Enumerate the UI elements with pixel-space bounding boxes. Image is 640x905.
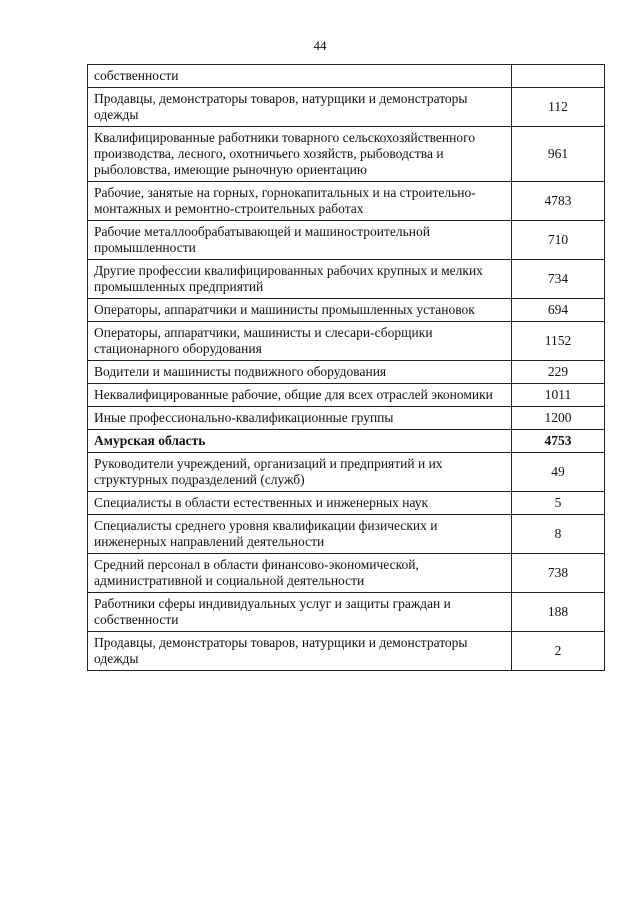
table-row (88, 632, 605, 671)
table-row (88, 260, 605, 299)
occupation-name-cell: Иные профессионально-квалификационные группы (88, 407, 512, 430)
occupation-name-cell: Операторы, аппаратчики и машинисты промышленных установок (88, 299, 512, 322)
count-cell: 8 (512, 515, 605, 554)
occupation-name-cell: Средний персонал в области финансово-экономической, административной и социальной деятельности (88, 554, 512, 593)
occupation-name-cell: Руководители учреждений, организаций и предприятий и их структурных подразделений (служб) (88, 453, 512, 492)
page-number: 44 (313, 38, 327, 53)
table-row (88, 65, 605, 88)
count-cell: 738 (512, 554, 605, 593)
count-cell: 112 (512, 88, 605, 127)
occupation-name-cell: Водители и машинисты подвижного оборудования (88, 361, 512, 384)
count-cell: 49 (512, 453, 605, 492)
region-name-cell: Амурская область (88, 430, 512, 453)
table-row (88, 407, 605, 430)
occupation-name-cell: Продавцы, демонстраторы товаров, натурщики и демонстраторы одежды (88, 88, 512, 127)
occupation-name-cell: Специалисты среднего уровня квалификации физических и инженерных направлений деятельности (88, 515, 512, 554)
occupation-name-cell: Другие профессии квалифицированных рабочих крупных и мелких промышленных предприятий (88, 260, 512, 299)
count-cell: 5 (512, 492, 605, 515)
occupation-name-cell: Рабочие, занятые на горных, горнокапитальных и на строительно-монтажных и ремонтно-строительных работах (88, 182, 512, 221)
table-row (88, 182, 605, 221)
occupation-name-cell: Продавцы, демонстраторы товаров, натурщики и демонстраторы одежды (88, 632, 512, 671)
table-row (88, 593, 605, 632)
occupation-name-cell: Специалисты в области естественных и инженерных наук (88, 492, 512, 515)
table-row (88, 299, 605, 322)
table-row (88, 384, 605, 407)
occupation-name-cell: Неквалифицированные рабочие, общие для всех отраслей экономики (88, 384, 512, 407)
region-row (88, 430, 605, 453)
table-row (88, 361, 605, 384)
table-row (88, 221, 605, 260)
table-body (88, 65, 605, 671)
occupation-name-cell: Рабочие металлообрабатывающей и машиностроительной промышленности (88, 221, 512, 260)
count-cell: 2 (512, 632, 605, 671)
occupation-name-cell: собственности (88, 65, 512, 88)
region-total-cell: 4753 (512, 430, 605, 453)
count-cell: 4783 (512, 182, 605, 221)
occupation-name-cell: Работники сферы индивидуальных услуг и защиты граждан и собственности (88, 593, 512, 632)
table-row (88, 515, 605, 554)
count-cell: 1152 (512, 322, 605, 361)
count-cell (512, 65, 605, 88)
table-row (88, 453, 605, 492)
occupation-table (87, 64, 605, 671)
count-cell: 1011 (512, 384, 605, 407)
table-row (88, 322, 605, 361)
occupation-name-cell: Операторы, аппаратчики, машинисты и слесари-сборщики стационарного оборудования (88, 322, 512, 361)
table-row (88, 88, 605, 127)
table-row (88, 127, 605, 182)
occupation-name-cell: Квалифицированные работники товарного сельскохозяйственного производства, лесного, охотничьего хозяйств, рыбоводства и рыболовства, имеющие рыночную ориентацию (88, 127, 512, 182)
count-cell: 734 (512, 260, 605, 299)
count-cell: 710 (512, 221, 605, 260)
table-row (88, 554, 605, 593)
count-cell: 694 (512, 299, 605, 322)
table-row (88, 492, 605, 515)
count-cell: 961 (512, 127, 605, 182)
count-cell: 188 (512, 593, 605, 632)
count-cell: 1200 (512, 407, 605, 430)
count-cell: 229 (512, 361, 605, 384)
